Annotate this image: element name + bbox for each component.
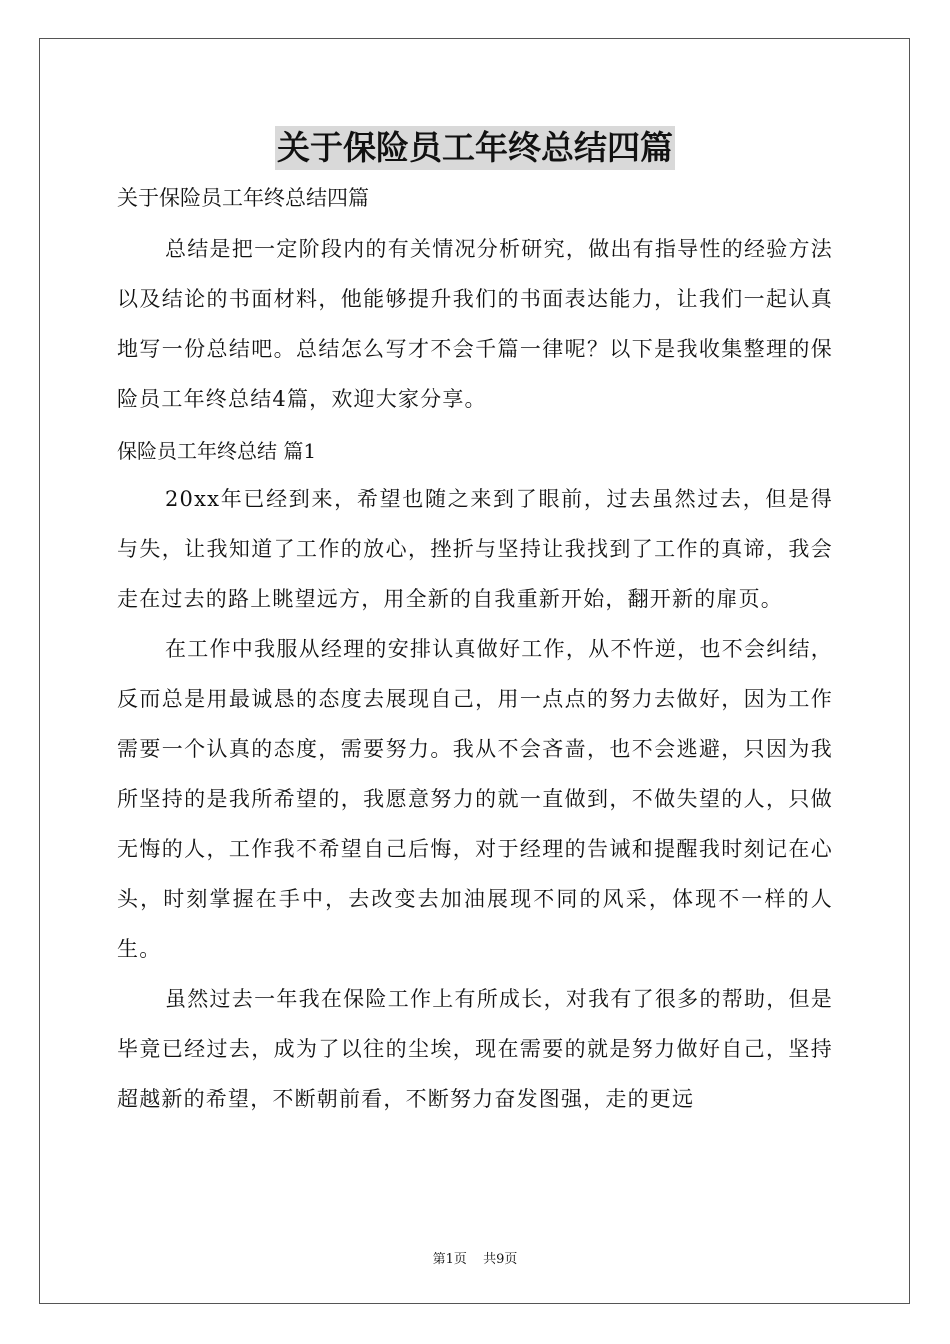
section-heading: 保险员工年终总结 篇1 bbox=[117, 439, 317, 463]
document-body bbox=[117, 180, 833, 1124]
body-paragraph-2: 在工作中我服从经理的安排认真做好工作，从不忤逆，也不会纠结，反而总是用最诚恳的态度去展现自己，用一点点的努力去做好，因为工作需要一个认真的态度，需要努力。我从不会吝啬，也不会逃避，只因为我所坚持的是我所希望的，我愿意努力的就一直做到，不做失望的人，只做无悔的人，工作我不希望自己后悔，对于经理的告诫和提醒我时刻记在心头，时刻掌握在手中，去改变去加油展现不同的风采，体现不一样的人生。 bbox=[117, 637, 833, 961]
page-footer bbox=[0, 1248, 950, 1267]
title-wrap bbox=[0, 126, 950, 170]
body-paragraph-3: 虽然过去一年我在保险工作上有所成长，对我有了很多的帮助，但是毕竟已经过去，成为了以往的尘埃，现在需要的就是努力做好自己，坚持超越新的希望，不断朝前看，不断努力奋发图强，走的更远 bbox=[117, 987, 833, 1111]
page-number-current: 第1页 bbox=[432, 1252, 467, 1267]
subtitle-line: 关于保险员工年终总结四篇 bbox=[117, 186, 369, 210]
page-number-total: 共9页 bbox=[483, 1252, 518, 1267]
intro-paragraph: 总结是把一定阶段内的有关情况分析研究，做出有指导性的经验方法以及结论的书面材料，他能够提升我们的书面表达能力，让我们一起认真地写一份总结吧。总结怎么写才不会千篇一律呢？以下是我收集整理的保险员工年终总结4篇，欢迎大家分享。 bbox=[117, 237, 833, 411]
document-title: 关于保险员工年终总结四篇 bbox=[275, 126, 675, 170]
body-paragraph-1: 20xx年已经到来，希望也随之来到了眼前，过去虽然过去，但是得与失，让我知道了工作的放心，挫折与坚持让我找到了工作的真谛，我会走在过去的路上眺望远方，用全新的自我重新开始，翻开新的扉页。 bbox=[117, 487, 833, 611]
